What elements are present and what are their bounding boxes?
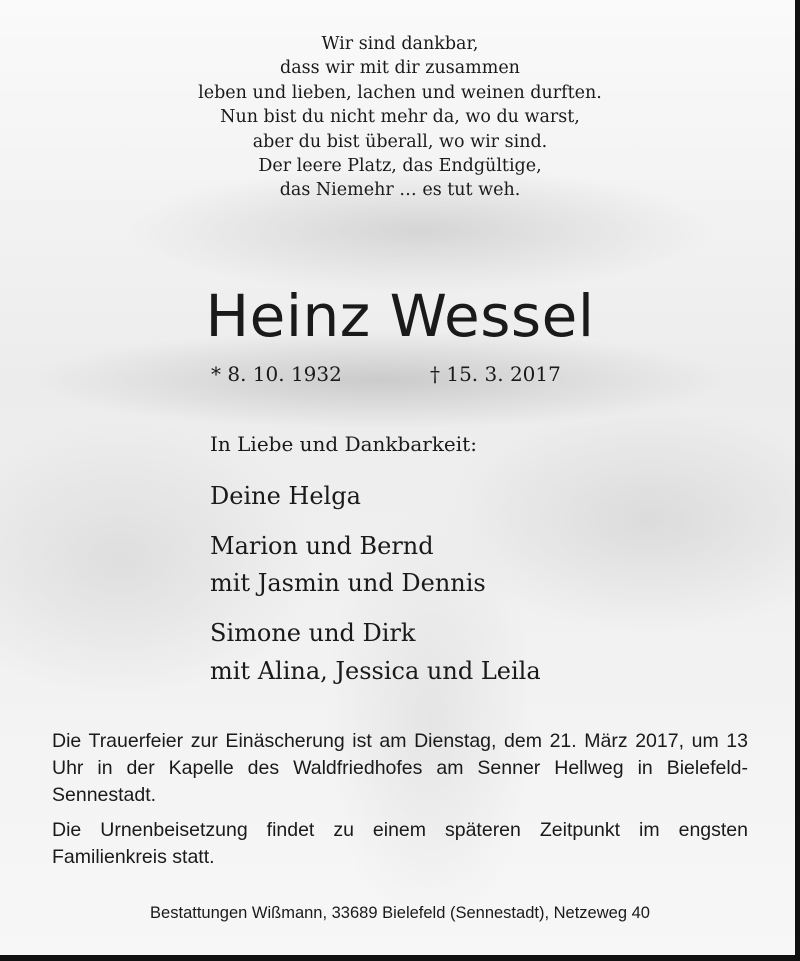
poem-line: leben und lieben, lachen und weinen durften.: [198, 82, 602, 103]
death-date: † 15. 3. 2017: [430, 362, 561, 386]
mourner: Marion und Bernd: [210, 532, 434, 560]
funeral-home: Bestattungen Wißmann, 33689 Bielefeld (Sennestadt), Netzeweg 40: [150, 904, 650, 922]
mourner: Simone und Dirk: [210, 619, 416, 647]
ceremony-info: Die Trauerfeier zur Einäscherung ist am Dienstag, dem 21. März 2017, um 13 Uhr in der Kapelle des Waldfriedhofes am Senner Hellweg in Bielefeld-Sennestadt.: [52, 730, 748, 806]
birth-date: * 8. 10. 1932: [211, 362, 342, 386]
mourner: mit Alina, Jessica und Leila: [210, 657, 541, 685]
deceased-name: Heinz Wessel: [205, 282, 595, 350]
poem-line: aber du bist überall, wo wir sind.: [252, 131, 548, 152]
burial-info: Die Urnenbeisetzung findet zu einem späteren Zeitpunkt im engsten Familienkreis statt.: [52, 819, 748, 868]
poem-line: das Niemehr … es tut weh.: [279, 180, 521, 201]
mourners-intro: In Liebe und Dankbarkeit:: [210, 432, 477, 456]
poem-line: Wir sind dankbar,: [321, 34, 479, 54]
poem-line: dass wir mit dir zusammen: [280, 58, 520, 79]
mourner: Deine Helga: [210, 482, 361, 510]
poem-line: Nun bist du nicht mehr da, wo du warst,: [220, 107, 580, 128]
mourner: mit Jasmin und Dennis: [210, 569, 486, 597]
poem: [0, 32, 800, 203]
poem-line: Der leere Platz, das Endgültige,: [258, 156, 542, 177]
